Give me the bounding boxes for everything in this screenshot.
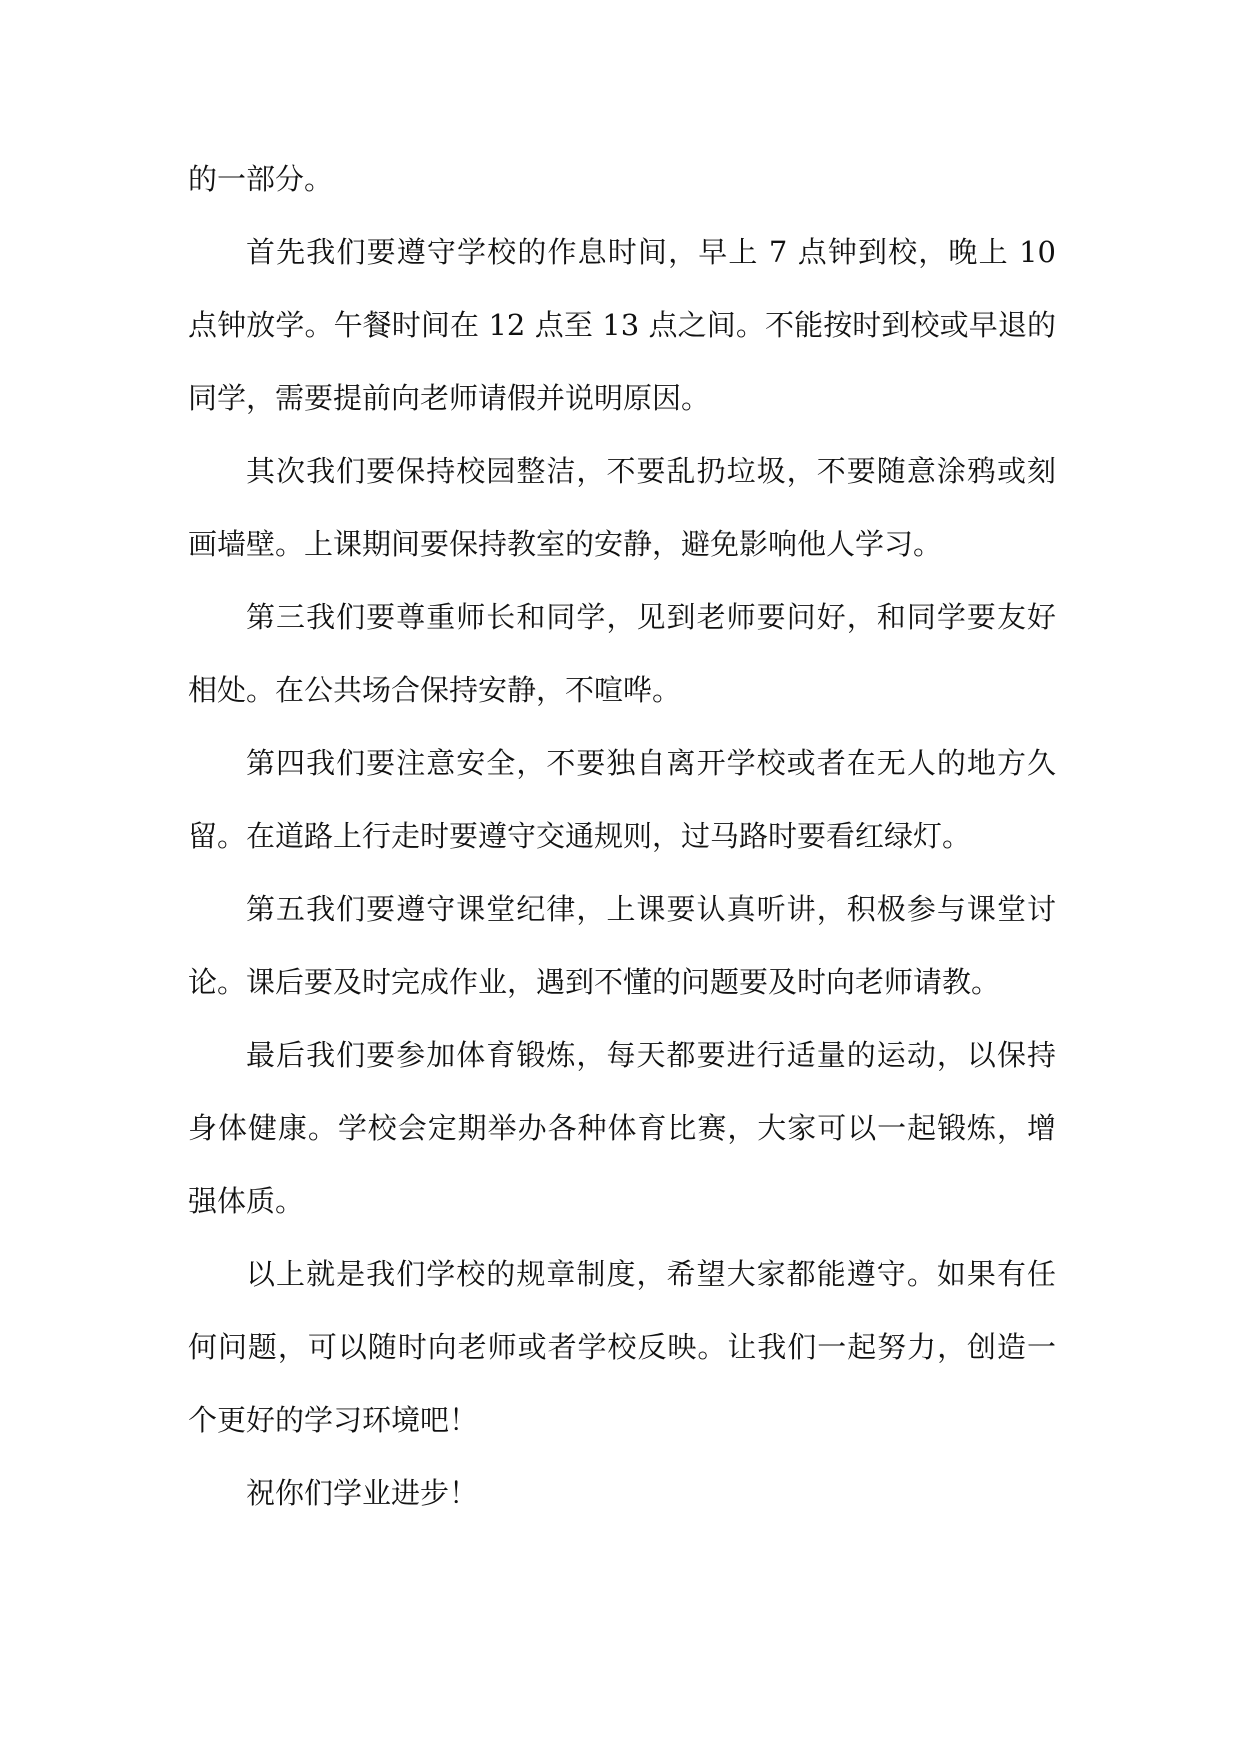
paragraph-classroom: 第五我们要遵守课堂纪律，上课要认真听讲，积极参与课堂讨论。课后要及时完成作业，遇到不懂的问题要及时向老师请教。	[188, 892, 1056, 999]
paragraph-safety: 第四我们要注意安全，不要独自离开学校或者在无人的地方久留。在道路上行走时要遵守交通规则，过马路时要看红绿灯。	[188, 746, 1056, 853]
paragraph-schedule: 首先我们要遵守学校的作息时间，早上 7 点钟到校，晚上 10 点钟放学。午餐时间在 12 点至 13 点之间。不能按时到校或早退的同学，需要提前向老师请假并说明原因。	[188, 235, 1056, 415]
paragraph-continuation: 的一部分。	[188, 162, 334, 196]
paragraph-cleanliness: 其次我们要保持校园整洁，不要乱扔垃圾，不要随意涂鸦或刻画墙壁。上课期间要保持教室的安静，避免影响他人学习。	[188, 454, 1056, 561]
paragraph-respect: 第三我们要尊重师长和同学，见到老师要问好，和同学要友好相处。在公共场合保持安静，不喧哗。	[188, 600, 1056, 707]
paragraph-closing: 祝你们学业进步！	[246, 1476, 479, 1510]
paragraph-exercise: 最后我们要参加体育锻炼，每天都要进行适量的运动，以保持身体健康。学校会定期举办各种体育比赛，大家可以一起锻炼，增强体质。	[188, 1038, 1056, 1218]
paragraph-conclusion: 以上就是我们学校的规章制度，希望大家都能遵守。如果有任何问题，可以随时向老师或者学校反映。让我们一起努力，创造一个更好的学习环境吧！	[188, 1257, 1056, 1437]
document-body	[188, 143, 1056, 1530]
